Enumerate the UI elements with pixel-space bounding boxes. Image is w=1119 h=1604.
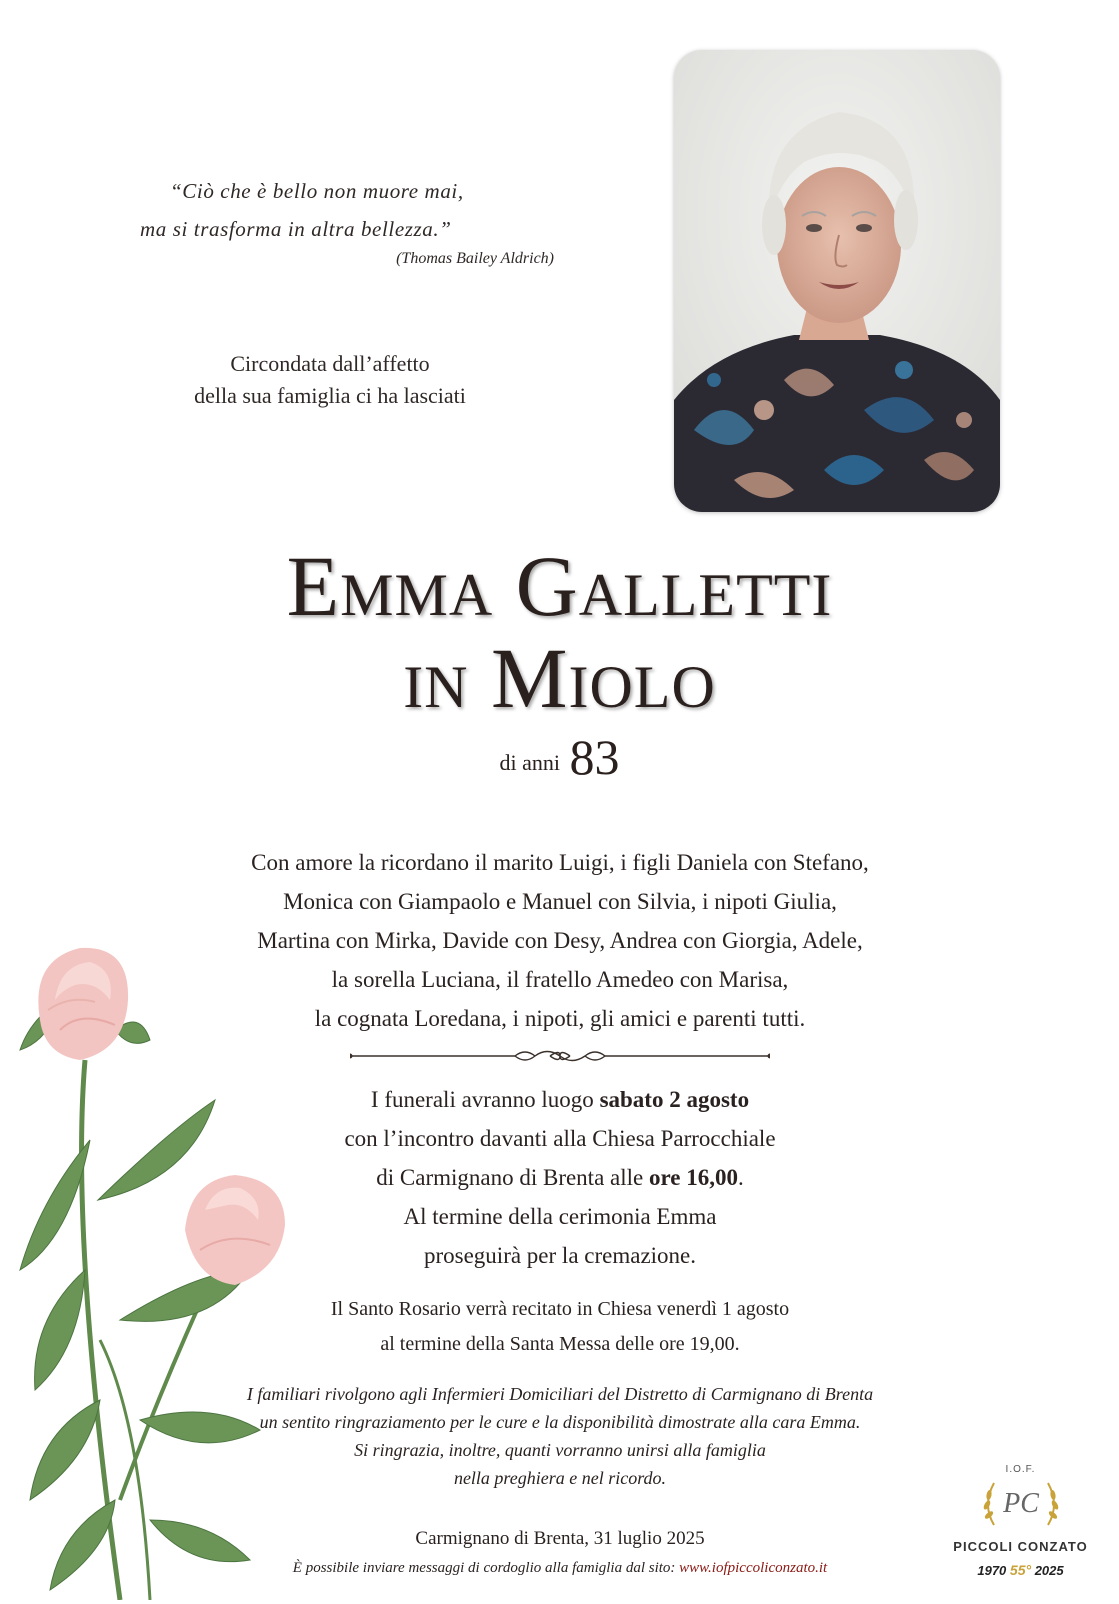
funeral-line-5: proseguirà per la cremazione. [423,1243,697,1268]
funeral-line-2: con l’incontro davanti alla Chiesa Parrocchiale [344,1126,776,1151]
funeral-time: ore 16,00 [648,1165,738,1190]
deceased-name-line-1: Emma Galletti [286,538,833,634]
family-line: Martina con Mirka, Davide con Desy, Andrea con Giorgia, Adele, [257,928,863,953]
ornament-divider-icon [350,1048,770,1064]
portrait-illustration [674,50,1000,512]
logo-year-end: 2025 [1034,1563,1064,1578]
funeral-line-3 [200,1158,920,1197]
funeral-line-1-text: I funerali avranno luogo [370,1087,600,1112]
rosary-line-1: Il Santo Rosario verrà recitato in Chiesa venerdì 1 agosto [330,1298,790,1320]
place-date: Carmignano di Brenta, 31 luglio 2025 [415,1528,705,1549]
roses-icon [0,940,300,1600]
thanks-line: Si ringrazia, inoltre, quanti vorranno unirsi alla famiglia [354,1440,766,1460]
rosary-details [200,1292,920,1362]
funeral-line-4: Al termine della cerimonia Emma [403,1204,717,1229]
family-line: la cognata Loredana, i nipoti, gli amici e parenti tutti. [314,1006,806,1031]
intro-line-1: Circondata dall’affetto [230,351,430,376]
logo-anniversary: 55° [1009,1562,1032,1578]
quote-block [140,172,560,268]
portrait-photo [674,50,1000,512]
laurel-monogram-icon [976,1475,1066,1533]
rosary-line-2: al termine della Santa Messa delle ore 19,00. [380,1333,740,1355]
intro-text [140,348,520,412]
age-prefix: di anni [499,750,560,775]
website-text: È possibile inviare messaggi di cordoglio alla famiglia dal sito: [292,1560,680,1576]
logo-years [938,1562,1103,1578]
logo-iof: I.O.F. [1005,1464,1036,1475]
website-link[interactable]: www.iofpiccoliconzato.it [679,1560,828,1576]
quote-line-2: ma si trasforma in altra bellezza.” [140,217,452,241]
age [0,728,1119,786]
thanks-line: I familiari rivolgono agli Infermieri Domiciliari del Distretto di Carmignano di Brenta [246,1384,874,1404]
thanks-line: un sentito ringraziamento per le cure e la disponibilità dimostrate alla cara Emma. [259,1412,861,1432]
intro-line-2: della sua famiglia ci ha lasciati [194,383,466,408]
roses-illustration [0,940,300,1600]
funeral-line-3-end: . [738,1165,744,1190]
logo-year-start: 1970 [977,1563,1007,1578]
logo-monogram: PC [1002,1488,1039,1519]
funeral-date: sabato 2 agosto [599,1087,750,1112]
age-value: 83 [569,729,620,785]
funeral-home-logo [938,1464,1103,1594]
deceased-name-block [0,540,1119,786]
logo-company: PICCOLI CONZATO [953,1539,1088,1554]
funeral-details [200,1080,920,1275]
family-line: la sorella Luciana, il fratello Amedeo con Marisa, [331,967,789,992]
funeral-line-3-text: di Carmignano di Brenta alle [376,1165,649,1190]
deceased-name-line-2: in Miolo [403,630,716,726]
quote-line-1: “Ciò che è bello non muore mai, [170,179,464,203]
funeral-line-1 [200,1080,920,1119]
ornament-divider [350,1048,770,1064]
quote-author: (Thomas Bailey Aldrich) [396,250,554,267]
family-line: Monica con Giampaolo e Manuel con Silvia, i nipoti Giulia, [283,889,837,914]
family-line: Con amore la ricordano il marito Luigi, i figli Daniela con Stefano, [251,850,869,875]
thanks-line: nella preghiera e nel ricordo. [453,1468,667,1488]
